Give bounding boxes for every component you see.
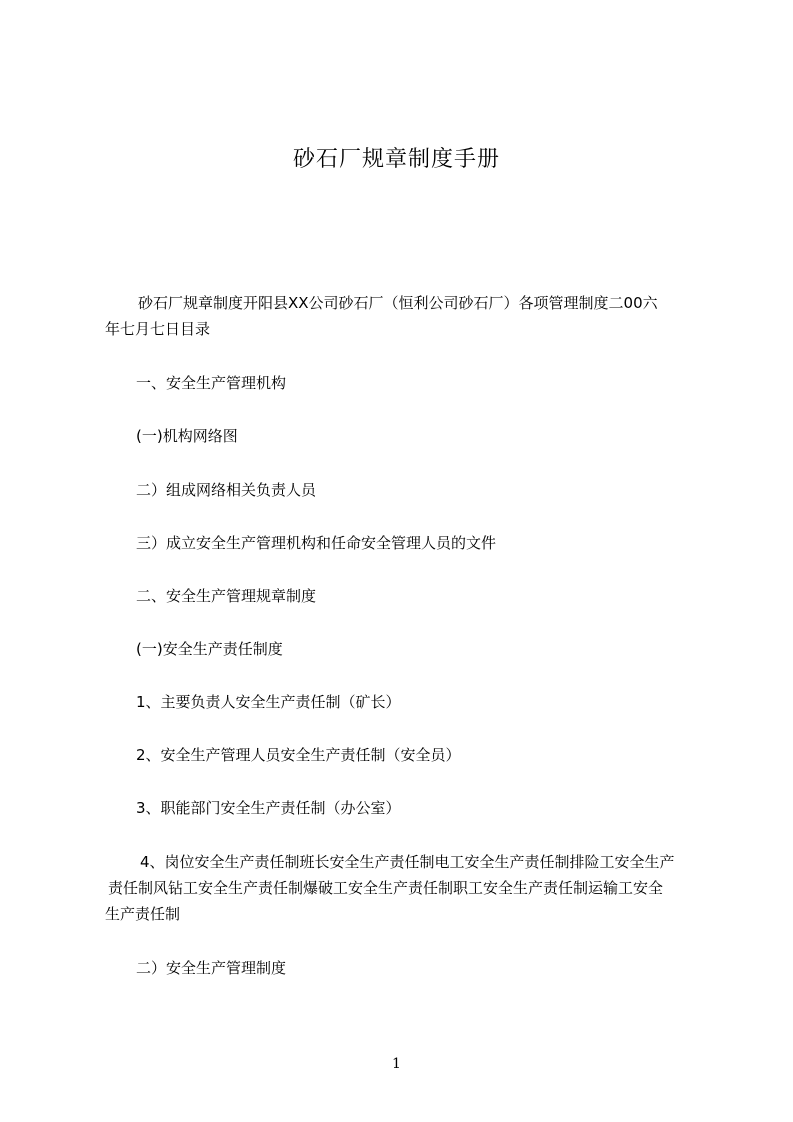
toc-entry-4-line-3: 生产责任制 [105, 905, 181, 923]
toc-entry: 二、安全生产管理规章制度 [136, 587, 317, 605]
intro-paragraph-line-2: 年七月七日目录 [105, 320, 211, 338]
toc-entry-4-line-1: 4、岗位安全生产责任制班长安全生产责任制电工安全生产责任制排险工安全生产 [140, 853, 675, 871]
toc-entry: 1、主要负责人安全生产责任制（矿长） [136, 693, 401, 711]
toc-entry: 一、安全生产管理机构 [136, 374, 287, 392]
intro-paragraph-line-1: 砂石厂规章制度开阳县XX公司砂石厂（恒利公司砂石厂）各项管理制度二00六 [138, 294, 658, 312]
toc-entry: 2、安全生产管理人员安全生产责任制（安全员） [136, 746, 461, 764]
toc-entry: (一)机构网络图 [136, 427, 238, 445]
toc-entry: 二）组成网络相关负责人员 [136, 481, 317, 499]
document-title: 砂石厂规章制度手册 [292, 147, 500, 172]
toc-entry: (一)安全生产责任制度 [136, 640, 283, 658]
toc-entry-4-line-2: 责任制风钻工安全生产责任制爆破工安全生产责任制职工安全生产责任制运输工安全 [108, 879, 664, 897]
toc-entry: 二）安全生产管理制度 [136, 959, 287, 977]
toc-entry: 三）成立安全生产管理机构和任命安全管理人员的文件 [136, 534, 497, 552]
page-number: 1 [392, 1056, 401, 1072]
toc-entry: 3、职能部门安全生产责任制（办公室） [136, 799, 401, 817]
